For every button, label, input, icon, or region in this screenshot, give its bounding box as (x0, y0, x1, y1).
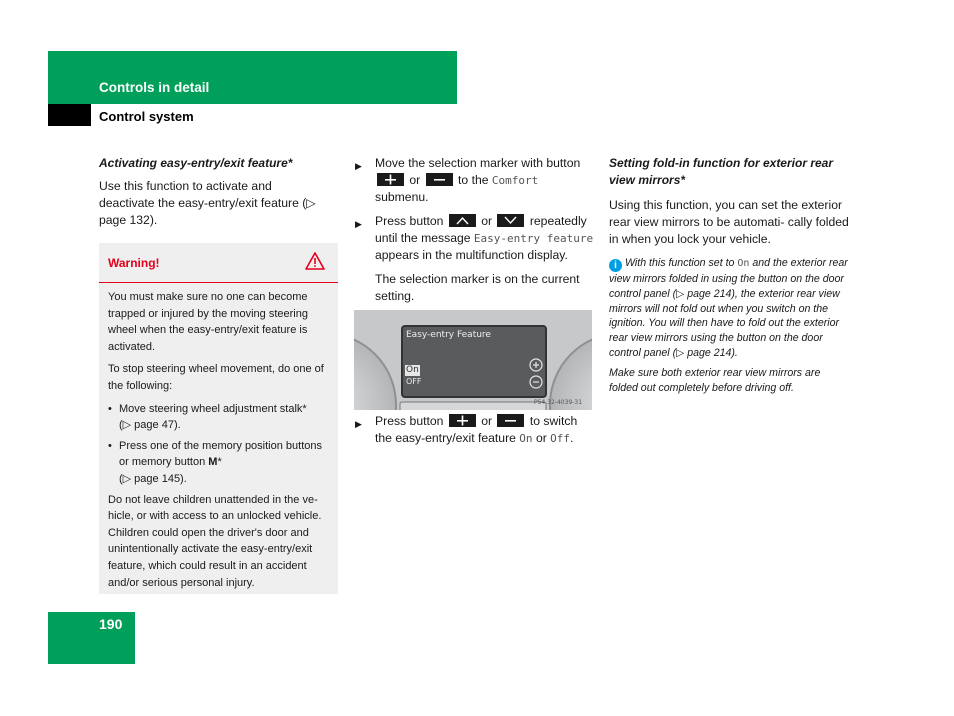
footnote-star: * (217, 456, 222, 469)
instruction-step (355, 213, 595, 264)
plus-button-icon (377, 173, 404, 186)
minus-button-icon (497, 414, 524, 427)
info-text: and the exterior rear view mirrors folded in using the button on the door control panel (▷ page 214), the exterior rear view mirrors will not fold out when you switch on the ignition. You will then have to fold out the exterior rear view mirrors using the button on the door control panel (▷ page 214). (609, 257, 848, 359)
step-text: to the (458, 173, 489, 187)
instruction-step (355, 155, 595, 206)
page-reference: (▷ page 145). (119, 472, 187, 485)
subsection-marker (48, 104, 91, 126)
warning-label: Warning! (108, 256, 160, 270)
warning-triangle-icon (305, 252, 325, 275)
step-text: submenu. (375, 190, 429, 204)
display-option-off: OFF (406, 377, 422, 386)
info-text: With this function set to (625, 257, 735, 269)
step-text: or (481, 214, 493, 228)
step-arrow-icon: ▶ (355, 161, 362, 171)
step-text: Press button (375, 414, 444, 428)
bullet-text: Move steering wheel adjustment stalk* (119, 402, 307, 415)
warning-bullet: • Press one of the memory position buttons or memory button M* (▷ page 145). (108, 439, 322, 485)
step-text: Press button (375, 214, 444, 228)
subsection-title: Control system (99, 109, 194, 124)
display-text: Comfort (491, 174, 539, 187)
easy-entry-intro: Use this function to activate and deactivate the easy-entry/exit feature (▷ page 132). (99, 179, 316, 227)
info-note-2: Make sure both exterior rear view mirrors are folded out completely before driving off. (609, 366, 821, 394)
step-arrow-icon: ▶ (355, 419, 362, 429)
info-note (609, 256, 849, 361)
step-note: The selection marker is on the current setting. (375, 272, 580, 303)
column-2-lower (355, 413, 595, 447)
header-band (48, 51, 457, 104)
minus-button-icon (426, 173, 453, 186)
easy-entry-heading: Activating easy-entry/exit feature* (99, 156, 293, 170)
page-reference: (▷ page 47). (119, 419, 181, 432)
page-number: 190 (99, 616, 123, 632)
column-1 (99, 155, 324, 229)
memory-button-label: M (208, 456, 218, 469)
warning-header (99, 243, 338, 283)
instruction-step (355, 413, 595, 447)
warning-paragraph: You must make sure no one can become trapped or injured by the moving steering wheel when the easy-entry/exit feature is activated. (108, 291, 308, 353)
step-text: or (535, 431, 547, 445)
step-text: repeatedly until the message (375, 214, 587, 245)
multifunction-display-image (354, 310, 592, 410)
up-button-icon (449, 214, 476, 227)
warning-box (99, 243, 338, 594)
step-text: Move the selection marker with button (375, 156, 581, 170)
mirror-fold-body: Using this function, you can set the exterior rear view mirrors to be automati- cally folded in when you lock your vehicle. (609, 198, 849, 246)
step-text: or (481, 414, 493, 428)
warning-paragraph: To stop steering wheel movement, do one of the following: (108, 363, 324, 392)
step-text: . (570, 431, 574, 445)
display-title: Easy-entry Feature (406, 330, 491, 340)
warning-paragraph: Do not leave children unattended in the ve- hicle, or with access to an unlocked vehicle. Children could open the driver's door and unintentionally activate the easy-entry/exit feature, which could result in an accident and/or serious personal injury. (108, 493, 322, 589)
step-text: appears in the multifunction display. (375, 248, 568, 262)
step-text: to switch the easy-entry/exit feature (375, 414, 578, 445)
column-2 (355, 155, 595, 305)
display-option-on: On (406, 365, 419, 375)
step-arrow-icon: ▶ (355, 219, 362, 229)
mirror-fold-heading: Setting fold-in function for exterior rear view mirrors* (609, 156, 834, 187)
info-icon: i (609, 259, 622, 272)
display-text: On (519, 432, 533, 445)
warning-bullet: • Move steering wheel adjustment stalk* (▷ page 47). (108, 402, 307, 432)
display-text: Off (550, 432, 571, 445)
display-text: On (737, 258, 750, 269)
display-text: Easy-entry feature (473, 232, 594, 245)
column-3 (609, 155, 849, 395)
section-title: Controls in detail (99, 80, 210, 95)
bullet-text: Press one of the memory position buttons or memory button (119, 439, 322, 469)
plus-button-icon (449, 414, 476, 427)
down-button-icon (497, 214, 524, 227)
step-text: or (409, 173, 421, 187)
image-code: P54.32-4039-31 (534, 399, 583, 406)
